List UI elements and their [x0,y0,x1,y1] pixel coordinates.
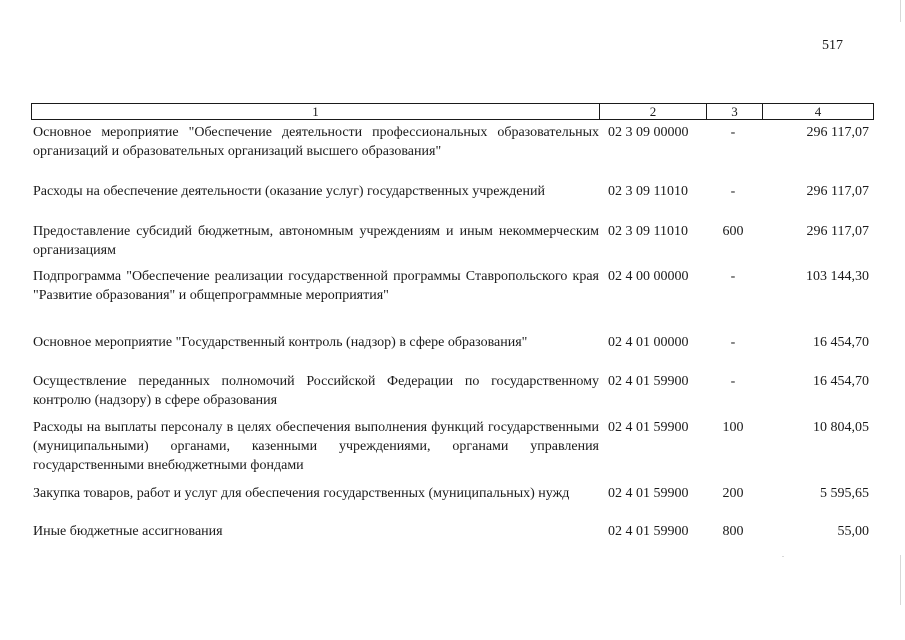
row-code: 02 4 01 59900 [608,524,689,539]
row-expense-type: 800 [722,524,744,539]
row-description: Подпрограмма "Обеспечение реализации государственной программы Ставропольского края "Развитие образования" и общепрограммные мероприятия" [33,269,599,303]
row-code: 02 4 01 59900 [608,420,689,435]
row-code: 02 4 01 00000 [608,335,689,350]
row-amount: 55,00 [837,524,869,539]
row-amount: 16 454,70 [813,335,869,350]
row-code: 02 4 01 59900 [608,374,689,389]
row-expense-type: 600 [722,224,744,239]
scan-speck [782,556,784,557]
row-expense-type: - [730,374,736,389]
header-col-1: 1 [32,104,600,119]
scan-edge-mark [900,555,901,605]
row-description: Расходы на выплаты персоналу в целях обеспечения выполнения функций государственными (муниципальными) органами, казенными учреждениями, органами управления государственными внебюджетными фондами [33,420,599,473]
row-description: Иные бюджетные ассигнования [33,524,223,539]
row-expense-type: - [730,184,736,199]
row-expense-type: 100 [722,420,744,435]
row-amount: 103 144,30 [806,269,869,284]
row-code: 02 4 00 00000 [608,269,689,284]
row-expense-type: - [730,125,736,140]
row-code: 02 3 09 00000 [608,125,689,140]
row-amount: 296 117,07 [806,184,869,199]
table-header [31,103,874,120]
row-amount: 296 117,07 [806,125,869,140]
scan-edge-mark [900,0,901,22]
row-description: Основное мероприятие "Обеспечение деятельности профессиональных образовательных организаций и образовательных организаций высшего образования" [33,125,599,159]
row-amount: 296 117,07 [806,224,869,239]
header-col-4: 4 [814,104,822,119]
row-amount: 16 454,70 [813,374,869,389]
row-description: Расходы на обеспечение деятельности (оказание услуг) государственных учреждений [33,184,545,199]
row-description: Предоставление субсидий бюджетным, автономным учреждениям и иным некоммерческим организациям [33,224,599,258]
row-amount: 10 804,05 [813,420,869,435]
row-code: 02 4 01 59900 [608,486,689,501]
row-amount: 5 595,65 [820,486,869,501]
row-description: Закупка товаров, работ и услуг для обеспечения государственных (муниципальных) нужд [33,486,570,501]
row-expense-type: 200 [722,486,744,501]
row-description: Основное мероприятие "Государственный контроль (надзор) в сфере образования" [33,335,528,350]
row-expense-type: - [730,269,736,284]
row-code: 02 3 09 11010 [608,184,688,199]
page-number: 517 [822,38,843,53]
row-code: 02 3 09 11010 [608,224,688,239]
row-expense-type: - [730,335,736,350]
header-col-3: 3 [707,104,763,119]
header-col-2: 2 [600,104,707,119]
row-description: Осуществление переданных полномочий Российской Федерации по государственному контролю (надзору) в сфере образования [33,374,599,408]
